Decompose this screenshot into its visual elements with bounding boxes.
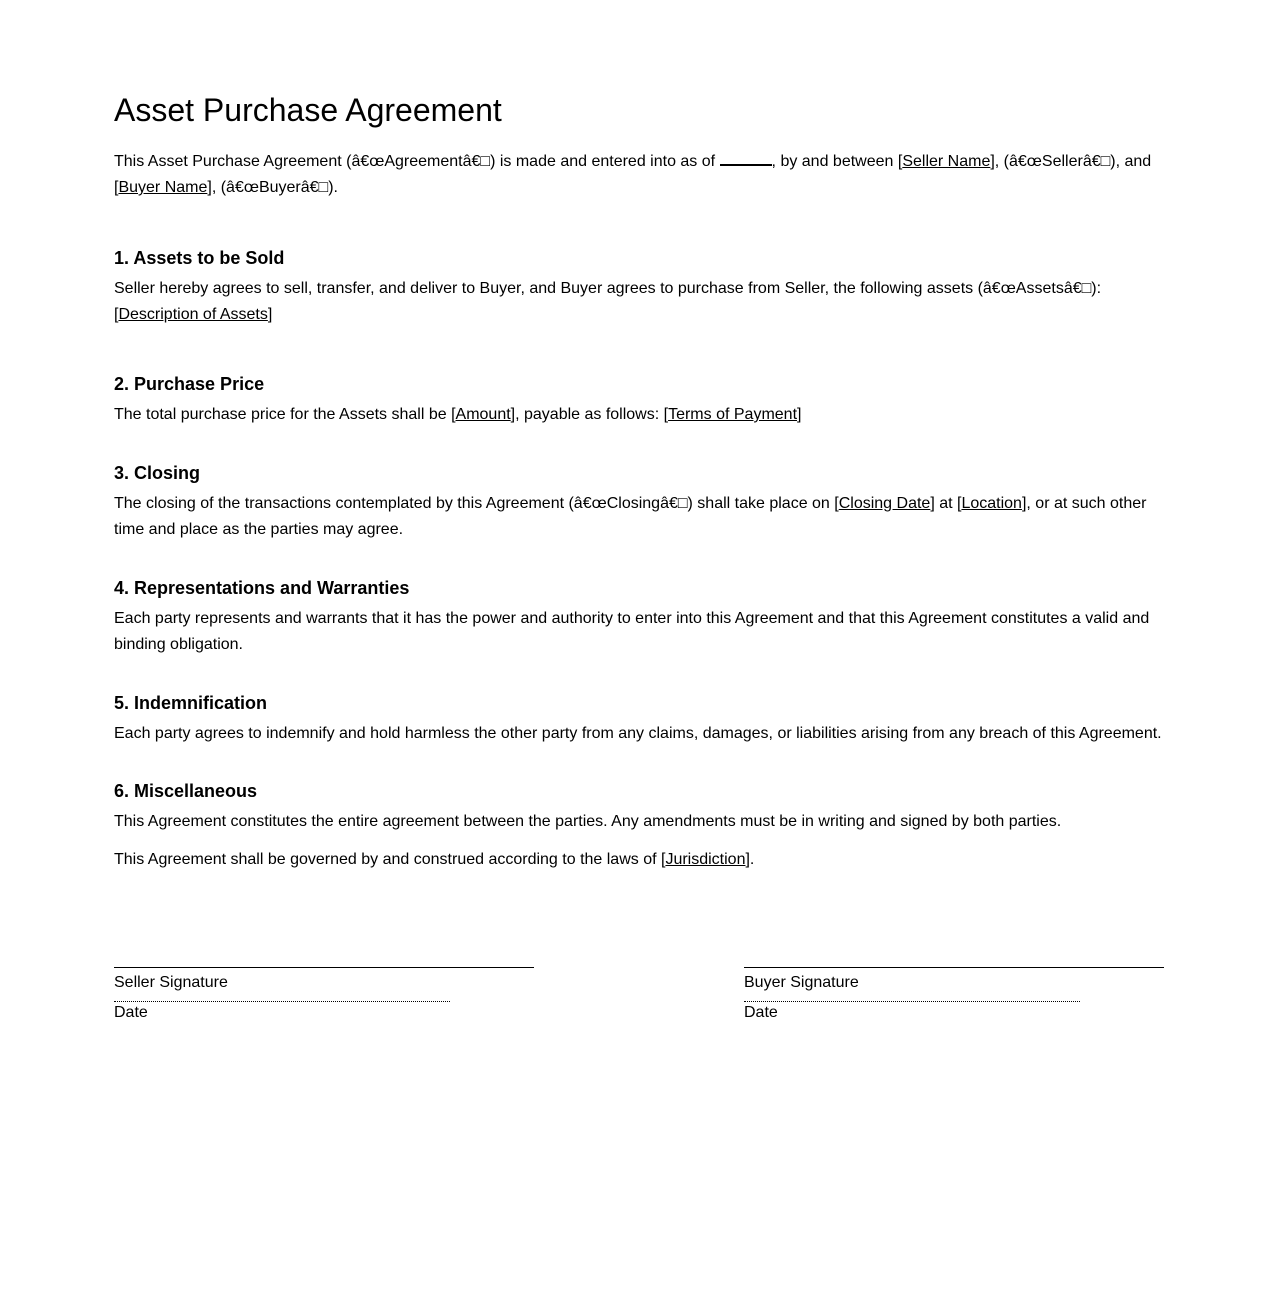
buyer-date-label: Date [744,1004,778,1021]
section-purchase-price [114,372,1174,428]
jurisdiction-field[interactable]: Jurisdiction [665,851,746,868]
amount-field[interactable]: Amount [455,406,511,423]
date-blank[interactable] [720,149,772,166]
section-representations [114,576,1174,658]
buyer-signature-line[interactable] [744,967,1164,968]
section-title: 2. Purchase Price [114,374,265,394]
section-body: Seller hereby agrees to sell, transfer, and deliver to Buyer, and Buyer agrees to purchase from Seller, the following assets (â€œAssetsâ€□): [Description of Assets] [114,280,1102,323]
section-body: The total purchase price for the Assets shall be [Amount], payable as follows: [Terms of Payment] [114,406,802,423]
section-miscellaneous [114,779,1174,873]
section-title: 4. Representations and Warranties [114,578,410,598]
document-title: Asset Purchase Agreement [114,92,502,128]
buyer-signature-label: Buyer Signature [744,974,859,991]
section-closing [114,461,1174,543]
seller-name-field[interactable]: Seller Name [902,153,991,170]
seller-signature-block [114,967,534,1022]
seller-date-label: Date [114,1004,148,1021]
intro-paragraph: This Asset Purchase Agreement (â€œAgreementâ€□) is made and entered into as of , by and between [Seller Name], (â€œSellerâ€□), and [Buyer Name], (â€œBuyerâ€□). [114,149,1174,201]
location-field[interactable]: Location [961,495,1022,512]
section-title: 5. Indemnification [114,693,268,713]
section-title: 3. Closing [114,463,201,483]
seller-signature-label: Seller Signature [114,974,228,991]
section-indemnification [114,691,1174,747]
seller-date-line[interactable] [114,1001,450,1002]
section-body: This Agreement constitutes the entire agreement between the parties. Any amendments must be in writing and signed by both parties. [114,813,1062,830]
document-page [114,88,1174,873]
terms-of-payment-field[interactable]: Terms of Payment [668,406,798,423]
description-of-assets-field[interactable]: Description of Assets [118,306,268,323]
seller-signature-line[interactable] [114,967,534,968]
buyer-date-line[interactable] [744,1001,1080,1002]
section-body: Each party represents and warrants that it has the power and authority to enter into this Agreement and that this Agreement constitutes a valid and binding obligation. [114,610,1150,653]
section-body: Each party agrees to indemnify and hold harmless the other party from any claims, damages, or liabilities arising from any breach of this Agreement. [114,725,1162,742]
section-assets [114,246,1174,328]
section-body: The closing of the transactions contemplated by this Agreement (â€œClosingâ€□) shall take place on [Closing Date] at [Location], or at such other time and place as the parties may agree. [114,495,1147,538]
section-body-governing-law: This Agreement shall be governed by and construed according to the laws of [Jurisdiction]. [114,851,755,868]
buyer-name-field[interactable]: Buyer Name [118,179,208,196]
section-title: 6. Miscellaneous [114,781,258,801]
closing-date-field[interactable]: Closing Date [838,495,931,512]
buyer-signature-block [744,967,1164,1022]
section-title: 1. Assets to be Sold [114,248,285,268]
